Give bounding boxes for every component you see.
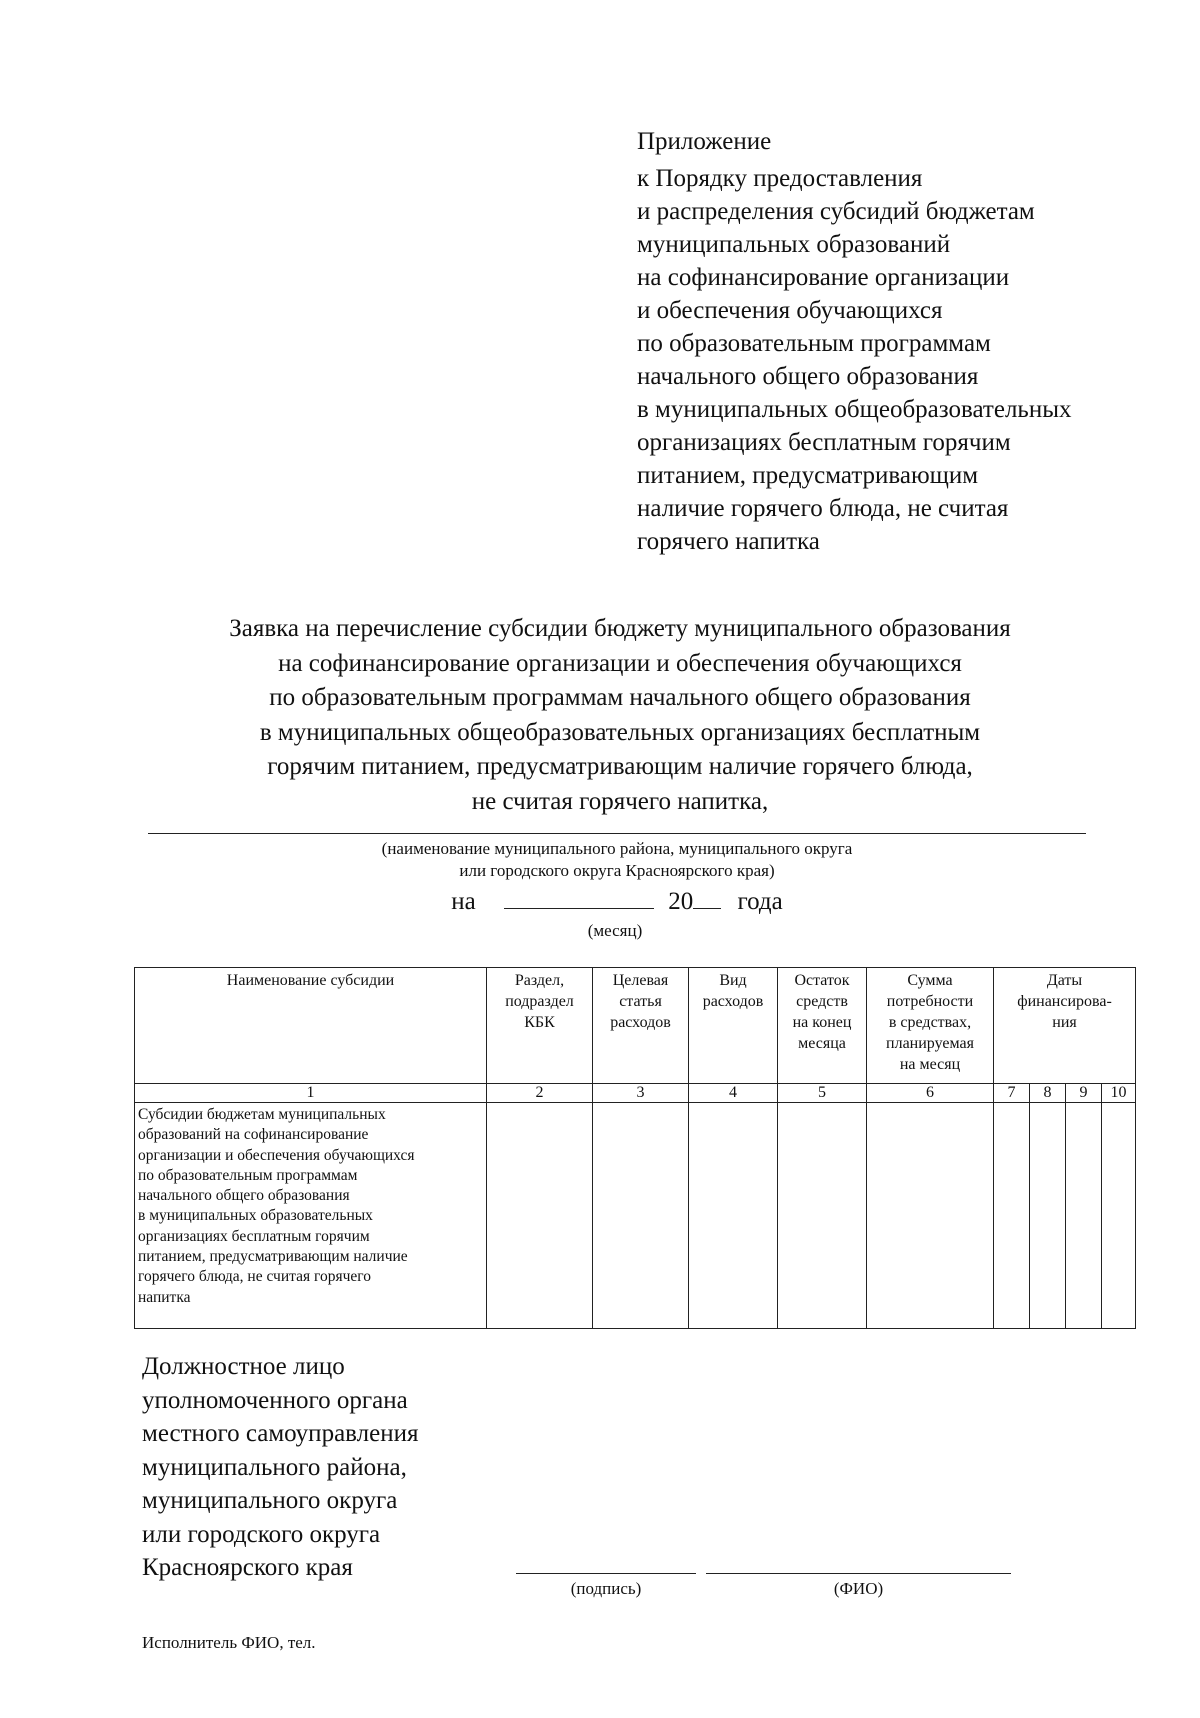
signature-caption: (подпись) [570, 1579, 642, 1598]
column-number: 10 [1102, 1084, 1136, 1103]
kbk-cell[interactable] [487, 1103, 593, 1329]
official-line: местного самоуправления [142, 1420, 419, 1447]
header-line: на конец [792, 1014, 852, 1031]
column-number-row [135, 1084, 1136, 1103]
appendix-line: начального общего образования [637, 363, 979, 390]
expense-type-cell[interactable] [689, 1103, 778, 1329]
month-field[interactable] [504, 907, 654, 909]
year-prefix: 20 [668, 888, 694, 915]
official-line: муниципального района, [142, 1453, 407, 1481]
required-amount-cell[interactable] [867, 1103, 994, 1329]
municipality-name-field[interactable] [148, 833, 1086, 834]
official-line: или городского округа [142, 1520, 381, 1548]
header-cell [689, 968, 778, 1084]
funding-date-cell[interactable] [1102, 1103, 1136, 1329]
appendix-line: горячего напитка [637, 528, 820, 555]
appendix-line: наличие горячего блюда, не считая [637, 495, 1009, 522]
column-number: 3 [593, 1084, 689, 1103]
header-line: подраздел [505, 993, 574, 1010]
balance-cell[interactable] [778, 1103, 867, 1329]
header-line: ния [1052, 1014, 1077, 1031]
funding-date-cell[interactable] [1030, 1103, 1066, 1329]
table-header-row [135, 968, 1136, 1084]
target-article-cell[interactable] [593, 1103, 689, 1329]
subsidy-line: организации и обеспечения обучающихся [138, 1146, 415, 1164]
period-line [148, 886, 1086, 918]
subsidy-name-cell [135, 1103, 487, 1329]
official-block [142, 1350, 582, 1585]
full-name-field[interactable] [706, 1573, 1011, 1574]
column-number: 1 [135, 1084, 487, 1103]
heading-line: Заявка на перечисление субсидии бюджету муниципального образования [229, 615, 1011, 642]
subsidy-line: по образовательным программам [138, 1166, 358, 1184]
table-row [135, 1103, 1136, 1329]
appendix-line: и распределения субсидий бюджетам [637, 198, 1035, 225]
header-line: месяца [798, 1035, 846, 1052]
header-line: Раздел, [514, 972, 565, 989]
column-number: 8 [1030, 1084, 1066, 1103]
month-caption-text: (месяц) [587, 921, 643, 940]
subsidy-line: питанием, предусматривающим наличие [138, 1248, 408, 1266]
appendix-line: по образовательным программам [637, 330, 991, 357]
appendix-line: питанием, предусматривающим [637, 462, 979, 489]
header-line: расходов [702, 993, 764, 1010]
header-line: Целевая [612, 972, 669, 989]
subsidy-table [134, 967, 1136, 1329]
header-line: Остаток [794, 972, 850, 989]
funding-date-cell[interactable] [1066, 1103, 1102, 1329]
official-line: Красноярского края [142, 1554, 353, 1581]
executor-line: Исполнитель ФИО, тел. [142, 1633, 316, 1652]
column-number: 9 [1066, 1084, 1102, 1103]
header-cell [487, 968, 593, 1084]
appendix-line: организациях бесплатным горячим [637, 429, 1011, 456]
column-number: 2 [487, 1084, 593, 1103]
appendix-title: Приложение [637, 128, 772, 155]
header-line: Даты [1046, 972, 1083, 989]
header-cell [135, 968, 487, 1084]
column-number: 6 [867, 1084, 994, 1103]
subsidy-line: напитка [138, 1288, 191, 1306]
appendix-line: в муниципальных общеобразовательных [637, 396, 1072, 423]
header-line: в средствах, [888, 1014, 972, 1031]
subsidy-line: Субсидии бюджетам муниципальных [138, 1106, 386, 1123]
heading-line: по образовательным программам начального общего образования [269, 684, 971, 711]
appendix-line: на софинансирование организации [637, 264, 1010, 291]
period-suffix: года [737, 888, 783, 915]
heading-line: в муниципальных общеобразовательных организациях бесплатным [259, 718, 981, 746]
header-cell [593, 968, 689, 1084]
header-line: Вид [719, 972, 747, 989]
official-line: Должностное лицо [142, 1353, 345, 1380]
signature-field[interactable] [516, 1573, 696, 1574]
subsidy-line: организациях бесплатным горячим [138, 1227, 370, 1245]
header-line: расходов [610, 1014, 671, 1031]
header-cell [994, 968, 1136, 1084]
document-heading [130, 612, 1110, 819]
header-line: на месяц [899, 1056, 961, 1073]
header-line: планируемая [886, 1035, 974, 1052]
funding-date-cell[interactable] [994, 1103, 1030, 1329]
column-number: 5 [778, 1084, 867, 1103]
municipality-caption: (наименование муниципального района, муниципального округа [381, 839, 853, 858]
subsidy-line: горячего блюда, не считая горячего [138, 1268, 371, 1286]
appendix-line: и обеспечения обучающихся [637, 297, 943, 324]
subsidy-line: образований на софинансирование [138, 1126, 369, 1144]
header-cell [778, 968, 867, 1084]
header-line: Сумма [907, 972, 953, 989]
appendix-line: муниципальных образований [637, 231, 951, 258]
heading-line: на софинансирование организации и обеспечения обучающихся [278, 649, 962, 677]
appendix-line: к Порядку предоставления [637, 165, 923, 192]
year-field[interactable] [693, 907, 721, 909]
header-line: статья [619, 993, 662, 1010]
month-caption [148, 920, 1086, 942]
header-line: потребности [886, 993, 974, 1010]
header-cell [867, 968, 994, 1084]
period-prefix: на [451, 888, 476, 915]
header-line: КБК [524, 1014, 555, 1031]
header-line: средств [796, 993, 848, 1010]
heading-line: не считая горячего напитка, [471, 787, 769, 815]
subsidy-line: начального общего образования [138, 1187, 350, 1205]
appendix-text [637, 162, 1157, 558]
appendix-block [637, 125, 1157, 558]
official-line: муниципального округа [142, 1487, 398, 1514]
column-number: 7 [994, 1084, 1030, 1103]
heading-line: горячим питанием, предусматривающим наличие горячего блюда, [267, 753, 973, 780]
header-line: Наименование субсидии [226, 972, 395, 989]
column-number: 4 [689, 1084, 778, 1103]
official-line: уполномоченного органа [142, 1386, 408, 1414]
header-line: финансирова- [1017, 993, 1112, 1010]
full-name-caption: (ФИО) [833, 1579, 884, 1598]
municipality-caption: или городского округа Красноярского края) [459, 861, 775, 880]
subsidy-line: в муниципальных образовательных [138, 1207, 373, 1225]
